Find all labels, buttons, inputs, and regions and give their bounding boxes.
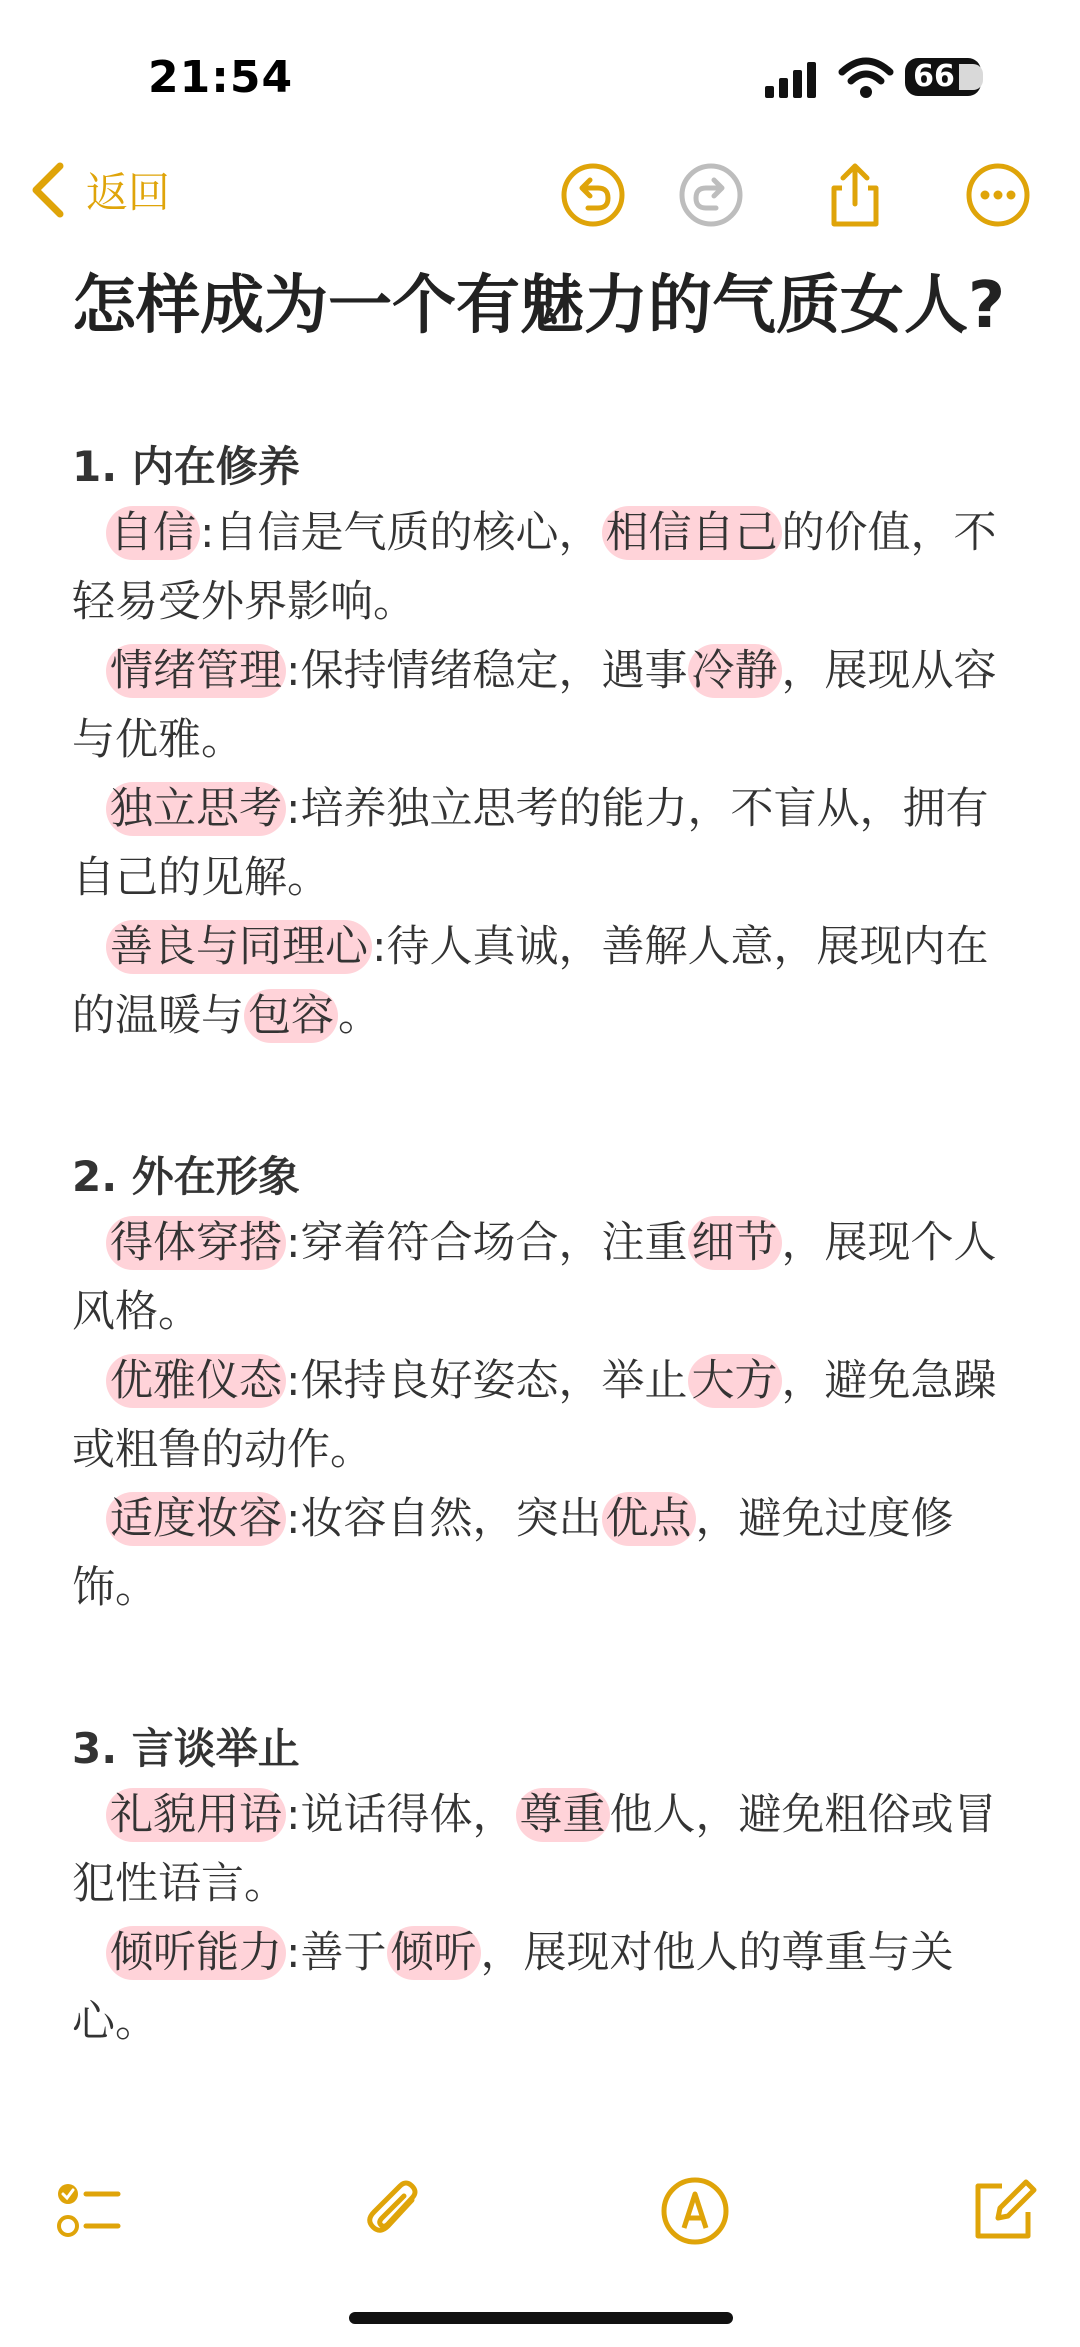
highlighted-text: 大方	[688, 1354, 782, 1408]
status-bar	[0, 0, 1080, 150]
note-section	[72, 435, 1012, 1051]
highlighted-text: 倾听	[387, 1926, 481, 1980]
term-separator: :	[286, 784, 301, 834]
body-text: ，展现对他人的尊重与关心。	[72, 1928, 954, 2047]
body-text: 说话得体，	[300, 1790, 516, 1840]
markup-pen-icon[interactable]	[660, 2176, 730, 2246]
redo-icon[interactable]	[678, 162, 744, 228]
body-text: 他人，避免粗俗或冒犯性语言。	[72, 1790, 997, 1909]
status-time: 21:54	[148, 52, 294, 103]
body-text: 保持情绪稳定，遇事	[300, 646, 688, 696]
body-text: 保持良好姿态，举止	[300, 1356, 688, 1406]
paperclip-icon[interactable]	[360, 2176, 430, 2246]
wifi-icon	[838, 56, 894, 100]
battery-level: 66	[913, 59, 955, 94]
term-separator: :	[286, 1494, 301, 1544]
highlighted-text: 冷静	[688, 644, 782, 698]
bullet-paragraph[interactable]	[72, 1485, 1012, 1623]
compose-icon[interactable]	[968, 2176, 1038, 2246]
highlighted-term: 得体穿搭	[106, 1216, 286, 1270]
bullet-paragraph[interactable]	[72, 913, 1012, 1051]
term-separator: :	[286, 1356, 301, 1406]
bullet-paragraph[interactable]	[72, 499, 1012, 637]
section-heading[interactable]: 3. 言谈举止	[72, 1724, 300, 1773]
highlighted-text: 包容	[244, 989, 338, 1043]
bullet-paragraph[interactable]	[72, 1209, 1012, 1347]
note-section	[72, 1145, 1012, 1623]
home-indicator[interactable]	[349, 2312, 733, 2324]
bullet-paragraph[interactable]	[72, 775, 1012, 913]
body-text: ，展现个人风格。	[72, 1218, 997, 1337]
term-separator: :	[286, 646, 301, 696]
body-text: ，避免急躁或粗鲁的动作。	[72, 1356, 997, 1475]
highlighted-text: 细节	[688, 1216, 782, 1270]
highlighted-term: 善良与同理心	[106, 920, 372, 974]
battery-icon	[905, 58, 981, 96]
section-heading[interactable]: 2. 外在形象	[72, 1152, 300, 1201]
bottom-toolbar	[0, 2146, 1080, 2266]
bullet-paragraph[interactable]	[72, 1781, 1012, 1919]
back-button[interactable]	[28, 160, 170, 220]
term-separator: :	[286, 1218, 301, 1268]
body-text: ，避免过度修饰。	[72, 1494, 954, 1613]
note-section	[72, 1717, 1012, 2057]
nav-bar	[0, 150, 1080, 240]
highlighted-text: 尊重	[516, 1788, 610, 1842]
share-icon[interactable]	[822, 162, 888, 228]
highlighted-term: 自信	[106, 506, 200, 560]
note-title[interactable]: 怎样成为一个有魅力的气质女人?	[72, 269, 1006, 343]
highlighted-term: 独立思考	[106, 782, 286, 836]
body-text: 善于	[300, 1928, 387, 1978]
section-heading[interactable]: 1. 内在修养	[72, 442, 300, 491]
note-body[interactable]	[72, 258, 1012, 2057]
term-separator: :	[286, 1928, 301, 1978]
highlighted-text: 相信自己	[602, 506, 782, 560]
note-sections	[72, 435, 1012, 2057]
chevron-left-icon	[28, 160, 68, 220]
highlighted-term: 优雅仪态	[106, 1354, 286, 1408]
term-separator: :	[372, 922, 387, 972]
body-text: 自信是气质的核心，	[214, 508, 602, 558]
body-text: 妆容自然，突出	[300, 1494, 602, 1544]
highlighted-term: 礼貌用语	[106, 1788, 286, 1842]
term-separator: :	[200, 508, 215, 558]
bullet-paragraph[interactable]	[72, 1347, 1012, 1485]
body-text: 待人真诚，善解人意，展现内在的温暖与	[72, 922, 989, 1041]
highlighted-term: 适度妆容	[106, 1492, 286, 1546]
cellular-signal-icon	[763, 60, 823, 100]
bullet-paragraph[interactable]	[72, 1919, 1012, 2057]
body-text: 培养独立思考的能力，不盲从，拥有自己的见解。	[72, 784, 989, 903]
body-text: 的价值，不轻易受外界影响。	[72, 508, 997, 627]
body-text: 穿着符合场合，注重	[300, 1218, 688, 1268]
term-separator: :	[286, 1790, 301, 1840]
back-label: 返回	[86, 168, 171, 217]
more-icon[interactable]	[965, 162, 1031, 228]
bullet-paragraph[interactable]	[72, 637, 1012, 775]
checklist-icon[interactable]	[54, 2176, 124, 2246]
body-text: ，展现从容与优雅。	[72, 646, 997, 765]
highlighted-term: 情绪管理	[106, 644, 286, 698]
undo-icon[interactable]	[560, 162, 626, 228]
highlighted-term: 倾听能力	[106, 1926, 286, 1980]
highlighted-text: 优点	[602, 1492, 696, 1546]
body-text: 。	[338, 991, 381, 1041]
